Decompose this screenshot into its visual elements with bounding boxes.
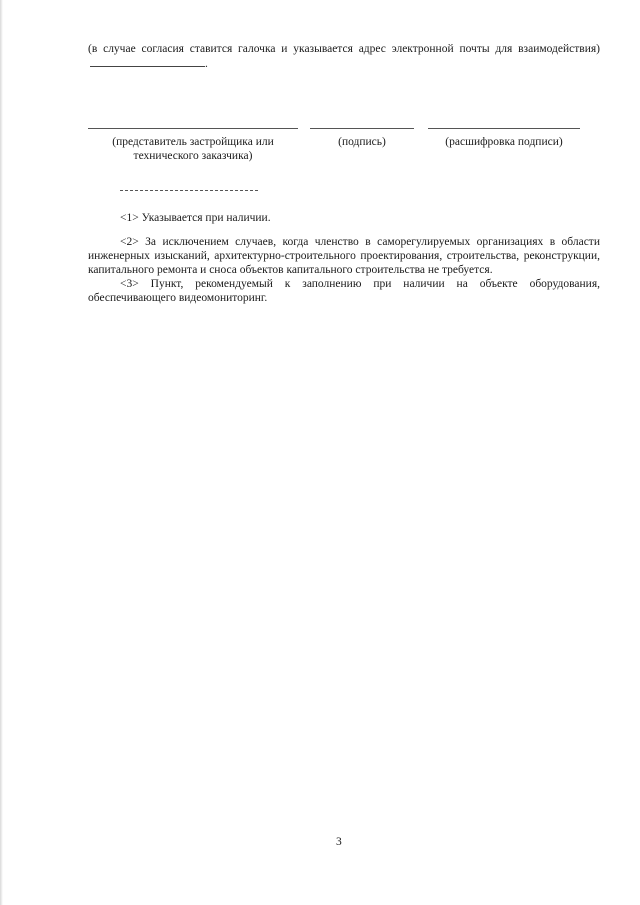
footnote-separator: [120, 190, 258, 191]
footnotes: [88, 211, 600, 305]
consent-text: (в случае согласия ставится галочка и указывается адрес электронной почты для взаимодействия): [88, 43, 600, 55]
representative-line: [88, 128, 298, 129]
footnote-1: <1> Указывается при наличии.: [120, 212, 271, 224]
representative-caption: (представитель застройщика или технического заказчика): [112, 136, 274, 162]
decoding-line: [428, 128, 580, 129]
signature-line: [310, 128, 414, 129]
footnote-3: <3> Пункт, рекомендуемый к заполнению при наличии на объекте оборудования, обеспечивающего видеомониторинг.: [88, 278, 600, 304]
decoding-caption: (расшифровка подписи): [445, 136, 563, 148]
email-blank-line: [90, 56, 205, 67]
footnote-2: <2> За исключением случаев, когда членство в саморегулируемых организациях в области инженерных изысканий, архитектурно-строительного проектирования, строительства, реконструкции, капитального ремонта и сноса объектов капитального строительства не требуется.: [88, 236, 600, 276]
scan-edge: [0, 0, 3, 905]
signature-caption: (подпись): [338, 136, 386, 148]
page-number: 3: [336, 836, 342, 848]
consent-suffix: .: [205, 58, 208, 70]
consent-block: [88, 42, 600, 71]
signature-block: [88, 124, 600, 174]
consent-paragraph: [88, 42, 600, 71]
